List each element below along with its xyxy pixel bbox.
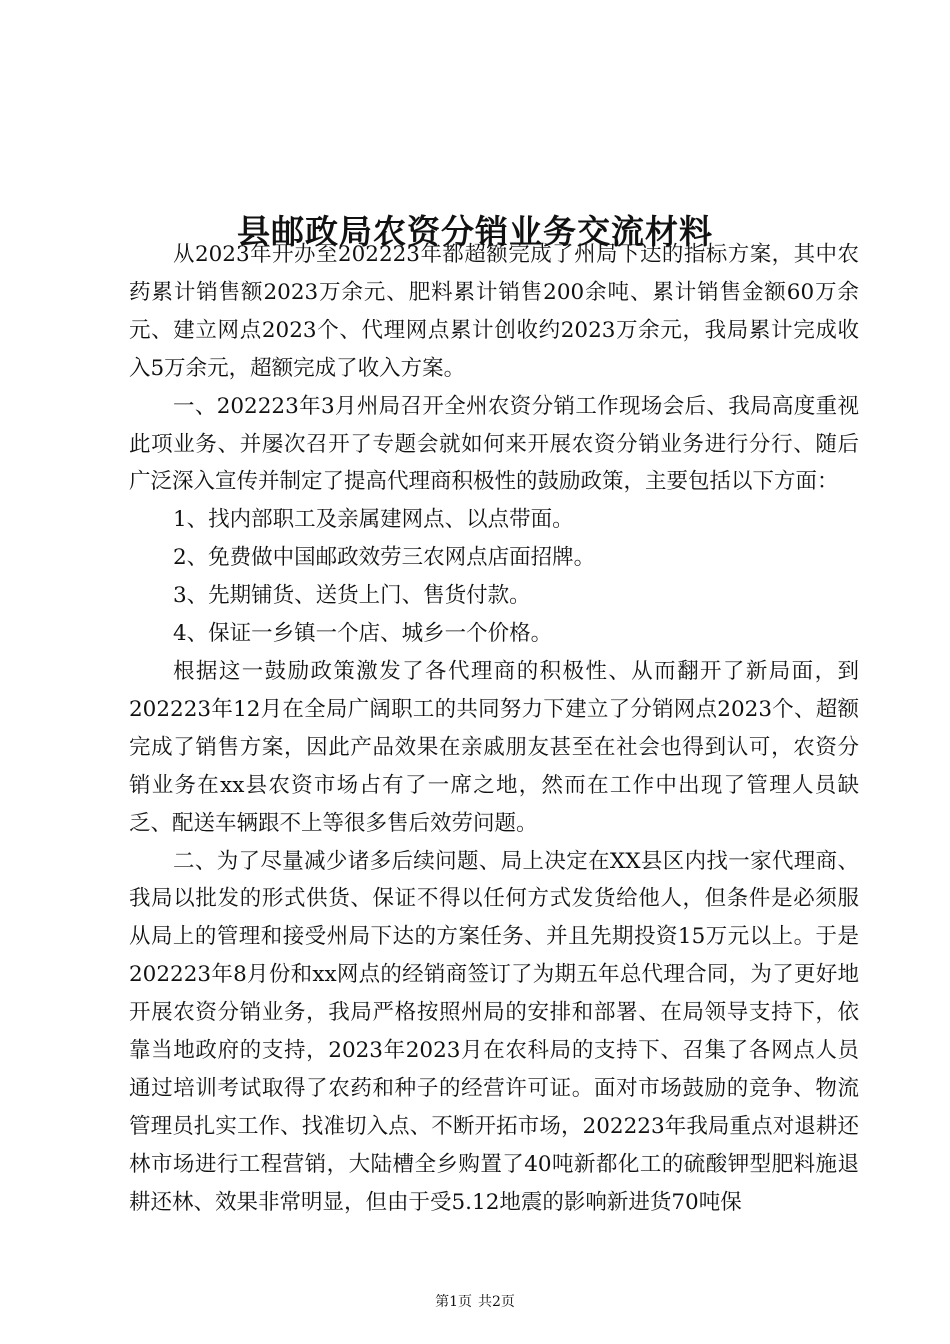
paragraph-section-one: 一、202223年3月州局召开全州农资分销工作现场会后、我局高度重视此项业务、并屡次召开了专题会就如何来开展农资分销业务进行分行、随后广泛深入宣传并制定了提高代理商积极性的鼓励政策，主要包括以下方面： <box>129 393 859 495</box>
paragraph-intro: 从2023年开办至202223年都超额完成了州局下达的指标方案，其中农药累计销售额2023万余元、肥料累计销售200余吨、累计销售金额60万余元、建立网点2023个、代理网点累计创收约2023万余元，我局累计完成收入5万余元，超额完成了收入方案。 <box>129 242 859 381</box>
page-number: 第1页 <box>435 1294 472 1310</box>
paragraph-results: 根据这一鼓励政策激发了各代理商的积极性、从而翻开了新局面，到202223年12月在全局广阔职工的共同努力下建立了分销网点2023个、超额完成了销售方案，因此产品效果在亲戚朋友甚至在社会也得到认可，农资分销业务在xx县农资市场占有了一席之地，然而在工作中出现了管理人员缺乏、配送车辆跟不上等很多售后效劳问题。 <box>129 658 859 836</box>
document-body <box>129 236 859 1222</box>
page-footer <box>0 1292 950 1312</box>
list-item-3: 3、先期铺货、送货上门、售货付款。 <box>173 583 531 609</box>
page-total: 共2页 <box>478 1294 515 1310</box>
paragraph-section-two: 二、为了尽量减少诸多后续问题、局上决定在XX县区内找一家代理商、我局以批发的形式供货、保证不得以任何方式发货给他人，但条件是必须服从局上的管理和接受州局下达的方案任务、并且先期投资15万元以上。于是202223年8月份和xx网点的经销商签订了为期五年总代理合同，为了更好地开展农资分销业务，我局严格按照州局的安排和部署、在局领导支持下，依靠当地政府的支持，2023年2023月在农科局的支持下、召集了各网点人员通过培训考试取得了农药和种子的经营许可证。面对市场鼓励的竞争、物流管理员扎实工作、找准切入点、不断开拓市场，202223年我局重点对退耕还林市场进行工程营销，大陆槽全乡购置了40吨新都化工的硫酸钾型肥料施退耕还林、效果非常明显，但由于受5.12地震的影响新进货70吨保 <box>129 848 859 1215</box>
document-title: 县邮政局农资分销业务交流材料 <box>237 212 713 252</box>
list-item-1: 1、找内部职工及亲属建网点、以点带面。 <box>173 507 574 533</box>
list-item-4: 4、保证一乡镇一个店、城乡一个价格。 <box>173 621 553 647</box>
list-item-2: 2、免费做中国邮政效劳三农网点店面招牌。 <box>173 545 596 571</box>
